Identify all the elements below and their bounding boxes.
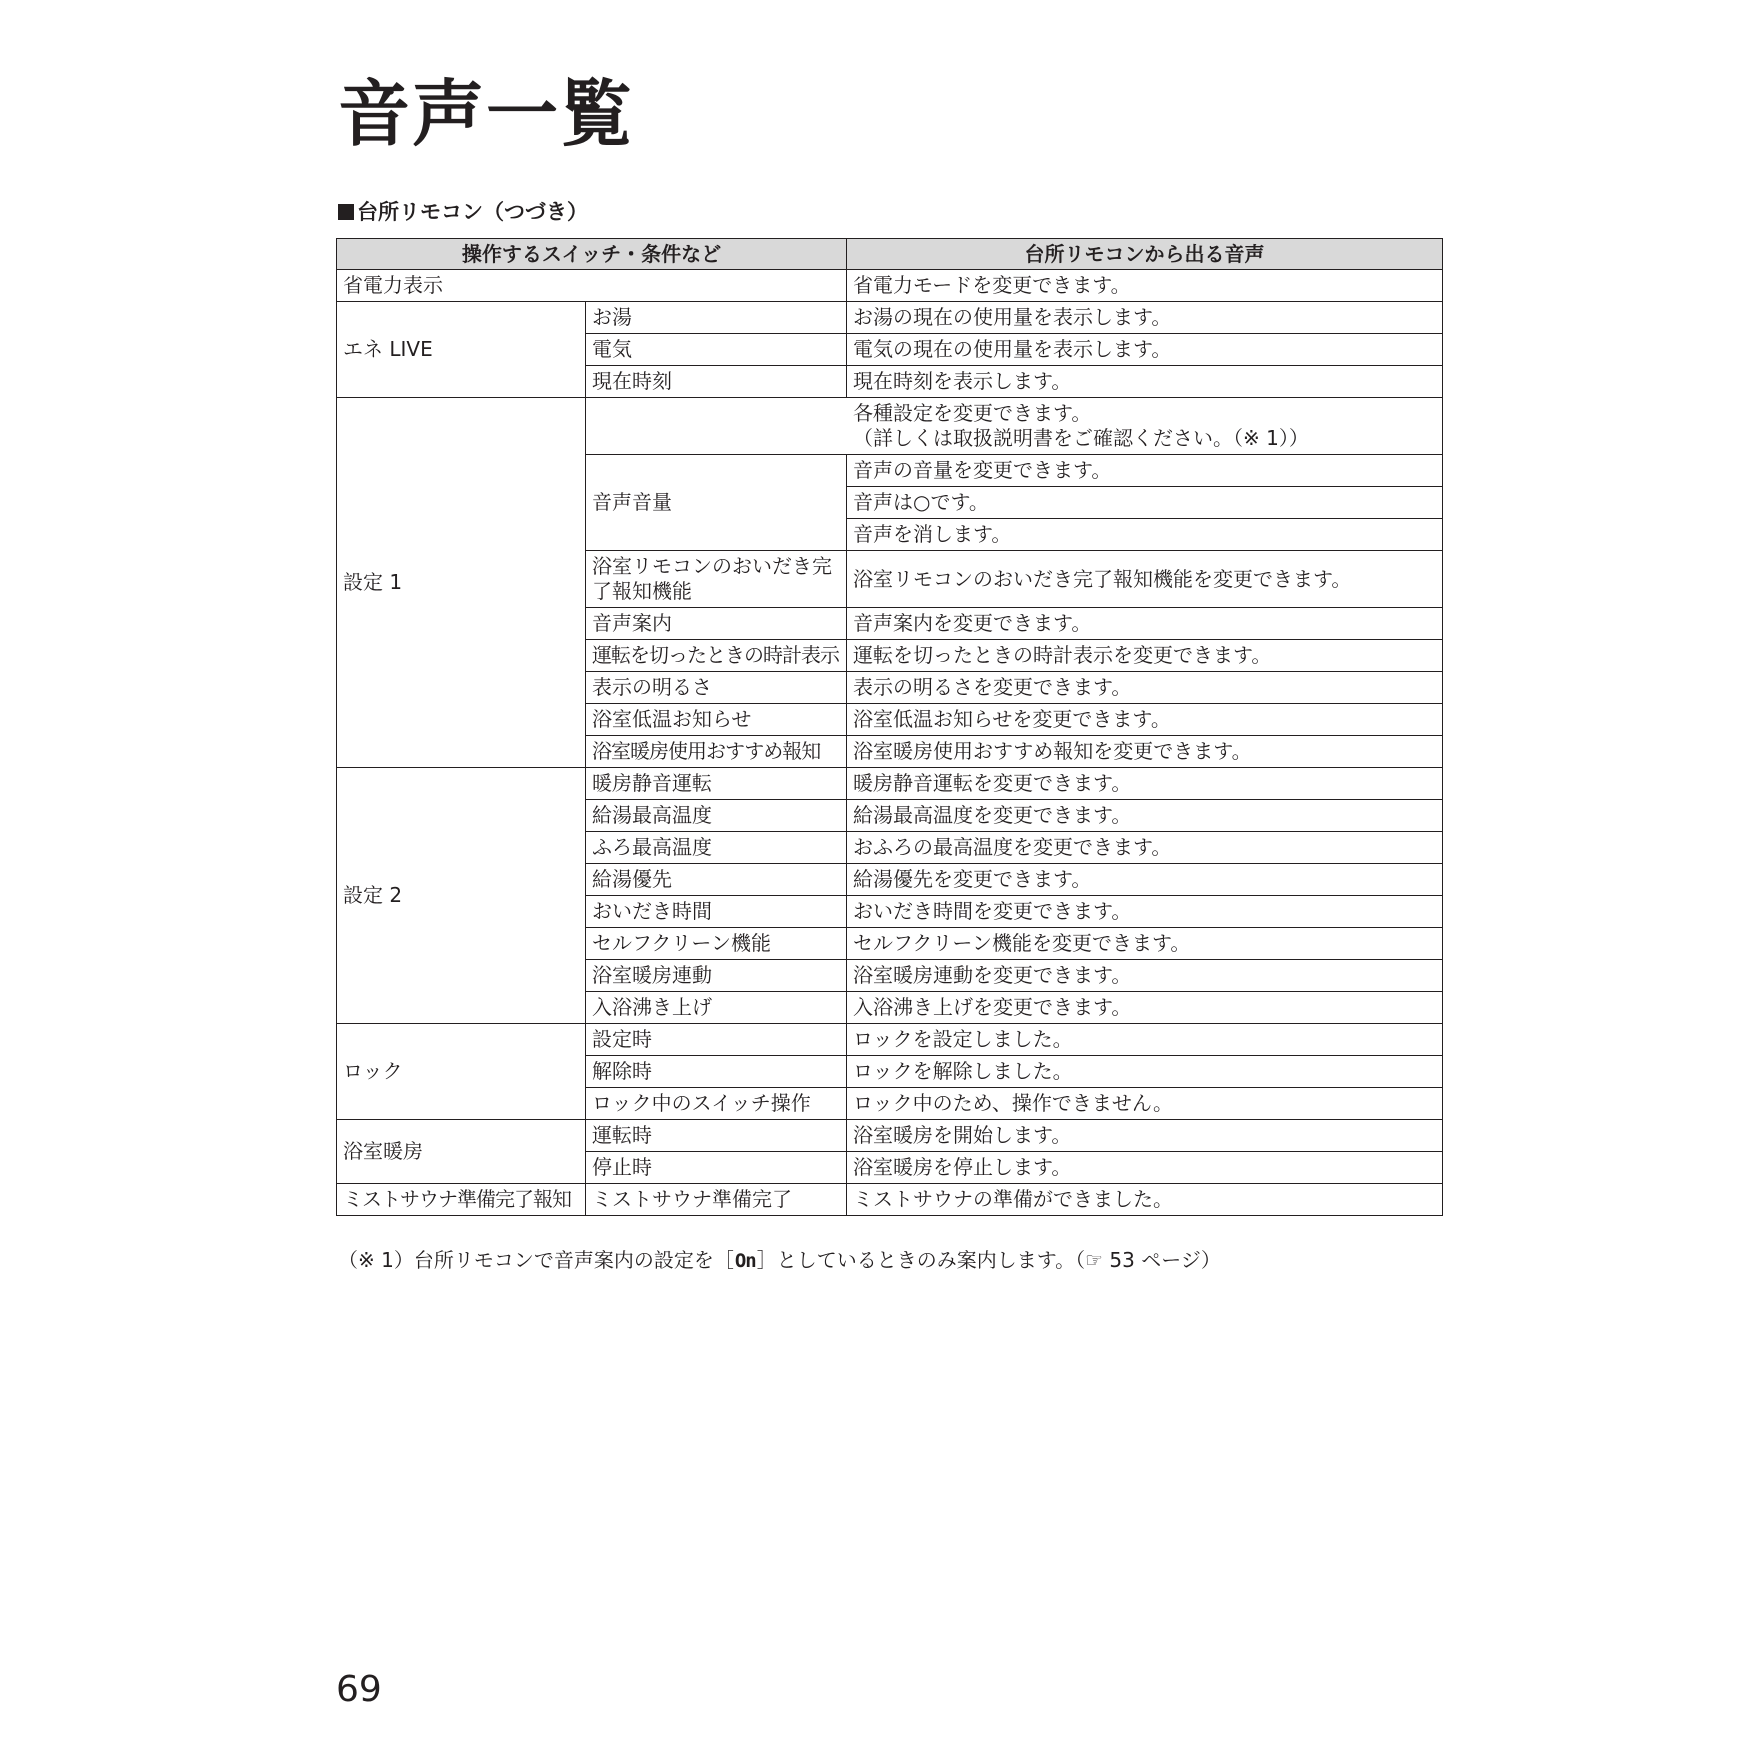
header-voice: 台所リモコンから出る音声 (847, 239, 1443, 270)
voice-cell: ロックを設定しました。 (847, 1024, 1443, 1056)
footnote (338, 1250, 1221, 1271)
voice-line: （詳しくは取扱説明書をご確認ください。（※ 1）） (853, 426, 1309, 450)
voice-cell: 浴室リモコンのおいだき完了報知機能を変更できます。 (847, 551, 1443, 608)
voice-cell: お湯の現在の使用量を表示します。 (847, 302, 1443, 334)
table-row (337, 302, 1443, 334)
condition-cell: ロック中のスイッチ操作 (586, 1088, 847, 1120)
condition-cell: 入浴沸き上げ (586, 992, 847, 1024)
condition-cell: おいだき時間 (586, 896, 847, 928)
voice-cell: 入浴沸き上げを変更できます。 (847, 992, 1443, 1024)
voice-cell: おふろの最高温度を変更できます。 (847, 832, 1443, 864)
voice-cell: 音声は○です。 (847, 487, 1443, 519)
voice-list-table (336, 238, 1443, 1216)
table-row (337, 398, 1443, 455)
page-title: 音声一覧 (338, 72, 635, 156)
voice-cell: 暖房静音運転を変更できます。 (847, 768, 1443, 800)
condition-cell: 停止時 (586, 1152, 847, 1184)
section-heading-text: 台所リモコン（つづき） (357, 200, 588, 224)
group-cell: 省電力表示 (337, 270, 847, 302)
section-heading (338, 202, 588, 223)
condition-cell: 暖房静音運転 (586, 768, 847, 800)
voice-cell: 浴室暖房連動を変更できます。 (847, 960, 1443, 992)
header-condition: 操作するスイッチ・条件など (337, 239, 847, 270)
voice-cell: 現在時刻を表示します。 (847, 366, 1443, 398)
voice-cell: おいだき時間を変更できます。 (847, 896, 1443, 928)
group-cell: 設定 2 (337, 768, 586, 1024)
voice-cell: 浴室低温お知らせを変更できます。 (847, 704, 1443, 736)
voice-cell: 音声案内を変更できます。 (847, 608, 1443, 640)
voice-cell: ロックを解除しました。 (847, 1056, 1443, 1088)
voice-cell (847, 398, 1443, 455)
condition-cell: 音声音量 (586, 455, 847, 551)
condition-cell: 解除時 (586, 1056, 847, 1088)
condition-cell: 設定時 (586, 1024, 847, 1056)
voice-cell: 給湯優先を変更できます。 (847, 864, 1443, 896)
square-bullet-icon (338, 204, 354, 220)
table-header-row (337, 239, 1443, 270)
lcd-on-display: On (734, 1250, 756, 1272)
condition-line: 了報知機能 (592, 579, 692, 603)
condition-cell: 給湯優先 (586, 864, 847, 896)
voice-cell: 浴室暖房使用おすすめ報知を変更できます。 (847, 736, 1443, 768)
voice-cell: ミストサウナの準備ができました。 (847, 1184, 1443, 1216)
table-row (337, 270, 1443, 302)
table-row (337, 1184, 1443, 1216)
condition-cell: 運転時 (586, 1120, 847, 1152)
voice-cell: 浴室暖房を開始します。 (847, 1120, 1443, 1152)
voice-cell: ロック中のため、操作できません。 (847, 1088, 1443, 1120)
footnote-text-after: ］としているときのみ案内します。（☞ 53 ページ） (756, 1248, 1221, 1272)
footnote-text-before: （※ 1）台所リモコンで音声案内の設定を［ (338, 1248, 734, 1272)
table-row (337, 1120, 1443, 1152)
voice-cell: 運転を切ったときの時計表示を変更できます。 (847, 640, 1443, 672)
condition-cell: 浴室低温お知らせ (586, 704, 847, 736)
voice-cell: 音声を消します。 (847, 519, 1443, 551)
condition-cell-empty (586, 398, 847, 455)
condition-cell: ふろ最高温度 (586, 832, 847, 864)
voice-cell: 給湯最高温度を変更できます。 (847, 800, 1443, 832)
voice-line: 各種設定を変更できます。 (853, 401, 1092, 425)
voice-cell: 音声の音量を変更できます。 (847, 455, 1443, 487)
condition-cell: 運転を切ったときの時計表示 (586, 640, 847, 672)
group-cell: ミストサウナ準備完了報知 (337, 1184, 586, 1216)
condition-cell: 現在時刻 (586, 366, 847, 398)
condition-line: 浴室リモコンのおいだき完 (592, 554, 832, 578)
condition-cell: お湯 (586, 302, 847, 334)
condition-cell: 浴室暖房連動 (586, 960, 847, 992)
voice-cell: 電気の現在の使用量を表示します。 (847, 334, 1443, 366)
group-cell: 設定 1 (337, 398, 586, 768)
voice-cell: 表示の明るさを変更できます。 (847, 672, 1443, 704)
page-number: 69 (336, 1669, 382, 1710)
condition-cell: 浴室暖房使用おすすめ報知 (586, 736, 847, 768)
condition-cell: 電気 (586, 334, 847, 366)
condition-cell (586, 551, 847, 608)
voice-cell: セルフクリーン機能を変更できます。 (847, 928, 1443, 960)
table-row (337, 768, 1443, 800)
voice-cell: 浴室暖房を停止します。 (847, 1152, 1443, 1184)
condition-cell: 給湯最高温度 (586, 800, 847, 832)
table-row (337, 1024, 1443, 1056)
condition-cell: 音声案内 (586, 608, 847, 640)
condition-cell: 表示の明るさ (586, 672, 847, 704)
group-cell: エネ LIVE (337, 302, 586, 398)
group-cell: 浴室暖房 (337, 1120, 586, 1184)
condition-cell: セルフクリーン機能 (586, 928, 847, 960)
condition-cell: ミストサウナ準備完了 (586, 1184, 847, 1216)
voice-cell: 省電力モードを変更できます。 (847, 270, 1443, 302)
group-cell: ロック (337, 1024, 586, 1120)
